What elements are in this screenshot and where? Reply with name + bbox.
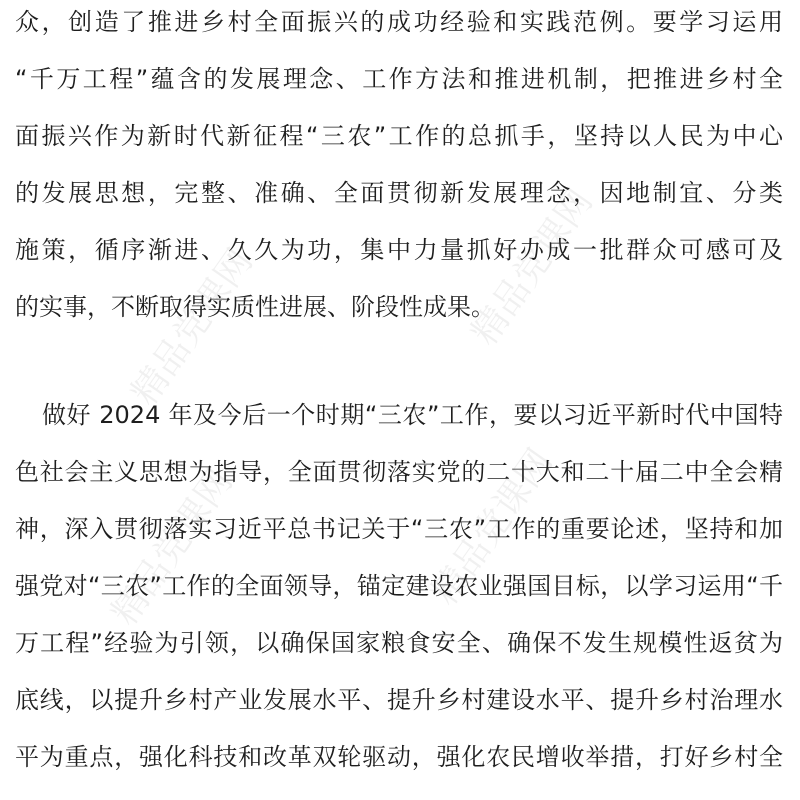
text-line: 面振兴作为新时代新征程“三农”工作的总抓手，坚持以人民为中心 [15, 122, 783, 150]
text-line: 神，深入贯彻落实习近平总书记关于“三农”工作的重要论述，坚持和加 [15, 515, 783, 543]
text-line: 的实事，不断取得实质性进展、阶段性成果。 [15, 293, 495, 321]
text-line: 施策，循序渐进、久久为功，集中力量抓好办成一批群众可感可及 [15, 236, 783, 264]
text-line: 底线，以提升乡村产业发展水平、提升乡村建设水平、提升乡村治理水 [15, 686, 783, 714]
text-line: “千万工程”蕴含的发展理念、工作方法和推进机制，把推进乡村全 [15, 65, 783, 93]
watermark-text: 精品党课网 [464, 181, 601, 353]
text-line: 众，创造了推进乡村全面振兴的成功经验和实践范例。要学习运用 [15, 8, 783, 36]
text-line: 色社会主义思想为指导，全面贯彻落实党的二十大和二十届二中全会精 [15, 458, 783, 486]
text-line: 平为重点，强化科技和改革双轮驱动，强化农民增收举措，打好乡村全 [15, 743, 783, 771]
watermark-text: 精品党课网 [104, 461, 241, 633]
text-line: 的发展思想，完整、准确、全面贯彻新发展理念，因地制宜、分类 [15, 179, 783, 207]
text-line: 做好 2024 年及今后一个时期“三农”工作，要以习近平新时代中国特 [42, 401, 783, 429]
watermark-text: 精品党课网 [124, 241, 261, 413]
watermark-text: 精品党课网 [424, 441, 561, 613]
text-line: 万工程”经验为引领，以确保国家粮食安全、确保不发生规模性返贫为 [15, 629, 783, 657]
text-line: 强党对“三农”工作的全面领导，锚定建设农业强国目标，以学习运用“千 [15, 572, 783, 600]
